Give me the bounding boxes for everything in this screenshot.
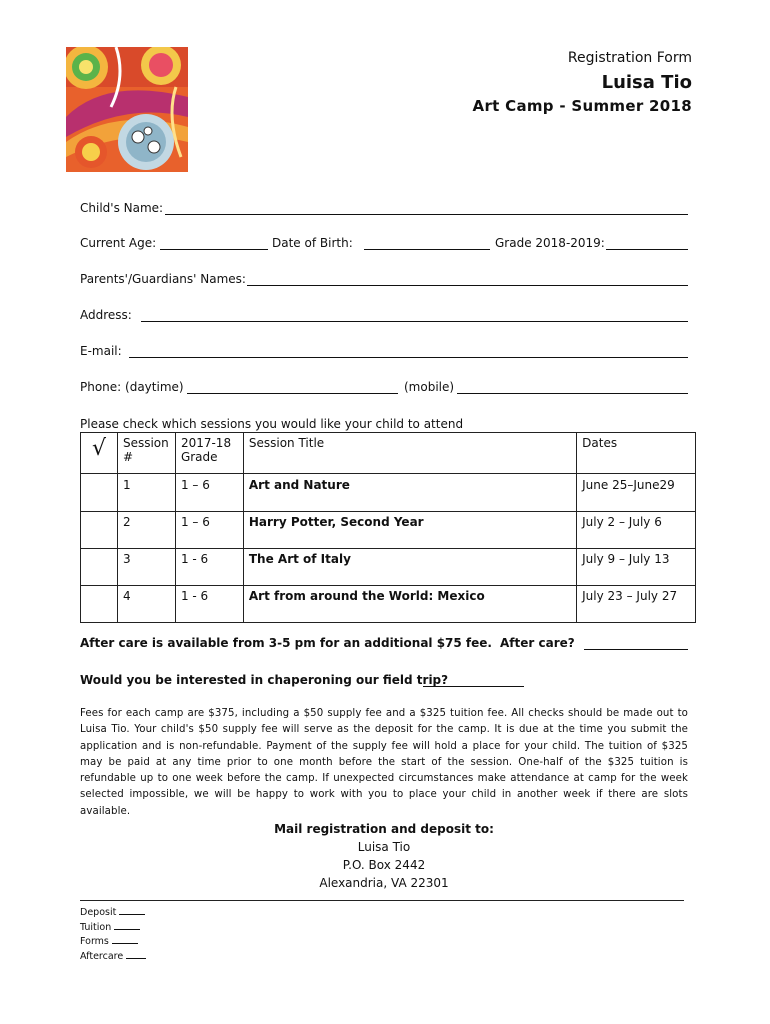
session-header-line2: #	[122, 450, 134, 464]
table-row	[81, 474, 696, 512]
aftercare-field[interactable]	[584, 649, 688, 650]
session-grade: 1 – 6	[175, 512, 243, 549]
aftercare-office-label: Aftercare	[80, 950, 124, 962]
deposit-label: Deposit	[80, 907, 117, 918]
phone-daytime-field[interactable]	[187, 393, 398, 394]
session-dates: July 9 – July 13	[577, 549, 696, 586]
forms-blank[interactable]	[112, 943, 138, 944]
sessions-prompt: Please check which sessions you would like your child to attend	[80, 417, 464, 431]
session-number: 2	[117, 512, 175, 549]
session-checkbox[interactable]	[81, 512, 118, 549]
session-number-header	[117, 433, 175, 474]
mail-heading: Mail registration and deposit to:	[274, 822, 494, 836]
instructor-name: Luisa Tio	[601, 72, 692, 93]
chaperone-field[interactable]	[423, 686, 524, 687]
session-checkbox[interactable]	[81, 474, 118, 512]
camp-title: Art Camp - Summer 2018	[472, 97, 692, 115]
current-age-field[interactable]	[160, 249, 268, 250]
dob-label: Date of Birth:	[272, 236, 353, 250]
mail-name: Luisa Tio	[357, 840, 411, 854]
session-checkbox[interactable]	[81, 586, 118, 623]
grade-header-line2: Grade	[180, 450, 218, 464]
tuition-blank[interactable]	[114, 929, 140, 930]
table-row	[81, 549, 696, 586]
session-header-line1: Session	[122, 436, 169, 450]
office-use-divider	[80, 900, 684, 901]
sessions-header-row	[81, 433, 696, 474]
session-grade: 1 - 6	[175, 549, 243, 586]
child-name-field[interactable]	[165, 214, 688, 215]
table-row	[81, 586, 696, 623]
session-title: Art and Nature	[243, 474, 576, 512]
address-field[interactable]	[141, 321, 688, 322]
check-mark-icon: √	[81, 433, 118, 474]
session-number: 3	[117, 549, 175, 586]
session-title: Harry Potter, Second Year	[243, 512, 576, 549]
session-title: The Art of Italy	[243, 549, 576, 586]
session-grade: 1 - 6	[175, 586, 243, 623]
camp-artwork-logo	[66, 47, 188, 172]
grade-field[interactable]	[606, 249, 688, 250]
session-dates: July 2 – July 6	[577, 512, 696, 549]
phone-mobile-label: (mobile)	[404, 380, 455, 394]
grade-header-line1: 2017-18	[180, 436, 232, 450]
sessions-table	[80, 432, 696, 623]
dob-field[interactable]	[364, 249, 490, 250]
session-checkbox[interactable]	[81, 549, 118, 586]
session-dates: July 23 – July 27	[577, 586, 696, 623]
chaperone-question: Would you be interested in chaperoning our field trip?	[80, 673, 449, 687]
table-row	[81, 512, 696, 549]
mail-box: P.O. Box 2442	[342, 858, 426, 872]
aftercare-label: After care?	[500, 636, 575, 650]
aftercare-blank[interactable]	[126, 958, 146, 959]
phone-mobile-field[interactable]	[457, 393, 688, 394]
session-number: 1	[117, 474, 175, 512]
email-field[interactable]	[129, 357, 688, 358]
session-number: 4	[117, 586, 175, 623]
dates-header: Dates	[577, 433, 696, 474]
session-title: Art from around the World: Mexico	[243, 586, 576, 623]
deposit-blank[interactable]	[119, 914, 145, 915]
session-dates: June 25–June29	[577, 474, 696, 512]
parents-label: Parents'/Guardians' Names:	[80, 272, 246, 286]
aftercare-note: After care is available from 3-5 pm for an additional $75 fee.	[80, 636, 492, 650]
grade-label: Grade 2018-2019:	[495, 236, 605, 250]
office-use-list	[80, 906, 146, 964]
tuition-label: Tuition	[80, 921, 112, 933]
child-name-label: Child's Name:	[80, 201, 164, 215]
phone-daytime-label: Phone: (daytime)	[80, 380, 184, 394]
current-age-label: Current Age:	[80, 236, 157, 250]
grade-header	[175, 433, 243, 474]
email-label: E-mail:	[80, 344, 122, 358]
address-label: Address:	[80, 308, 132, 322]
parents-field[interactable]	[247, 285, 688, 286]
mail-city: Alexandria, VA 22301	[319, 876, 449, 890]
forms-label: Forms	[80, 936, 109, 947]
form-label: Registration Form	[567, 50, 692, 66]
session-title-header: Session Title	[243, 433, 576, 474]
fees-paragraph: Fees for each camp are $375, including a $50 supply fee and a $325 tuition fee. All checks should be made out to Luisa Tio. Your child's $50 supply fee will serve as the deposit for the camp. It is due at the time you submit the application and is non-refundable. Payment of the supply fee will hold a place for your child. The tuition of $325 may be paid at any time prior to one month before the start of the session. One-half of the $325 tuition is refundable up to one week before the camp. If unexpected circumstances make attendance at camp for the week selected impossible, we will be happy to work with you to place your child in another week if there are slots available.	[80, 708, 688, 817]
session-grade: 1 – 6	[175, 474, 243, 512]
